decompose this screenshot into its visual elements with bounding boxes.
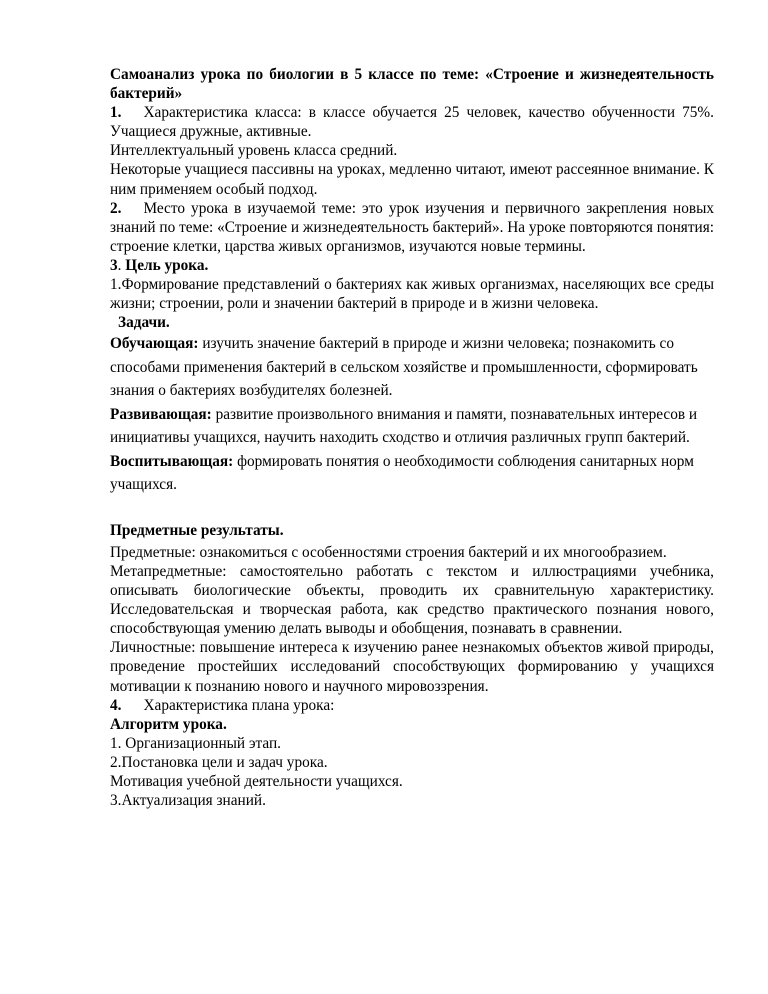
task-text: развитие произвольного внимания и памяти, познавательных интересов и инициативы учащихся, научить находить сходство и отличия различных групп бактерий. xyxy=(110,405,698,447)
algorithm-step: 1. Организационный этап. xyxy=(110,734,281,752)
document-page xyxy=(110,65,714,810)
task-label: Воспитывающая: xyxy=(110,452,234,470)
section-lesson-place xyxy=(110,199,714,256)
document-title: Самоанализ урока по биологии в 5 классе по теме: «Строение и жизнедеятельность бактерий» xyxy=(110,66,714,103)
paragraph-intellect: Интеллектуальный уровень класса средний. xyxy=(110,142,398,160)
section-text: Характеристика класса: в классе обучается 25 человек, качество обученности 75%. Учащиеся дружные, активные. xyxy=(110,104,714,141)
section-number: 4. xyxy=(110,696,122,714)
task-educational xyxy=(110,450,714,497)
results-subject: Предметные: ознакомиться с особенностями строения бактерий и их многообразием. xyxy=(110,543,667,561)
paragraph-passive: Некоторые учащиеся пассивны на уроках, медленно читают, имеют рассеянное внимание. К ним применяем особый подход. xyxy=(110,161,714,198)
section-dot: . xyxy=(117,256,122,274)
section-number: 3 xyxy=(110,256,118,274)
algorithm-step: 2.Постановка цели и задач урока. xyxy=(110,753,328,771)
section-heading: Цель урока. xyxy=(121,256,209,274)
task-text: изучить значение бактерий в природе и жизни человека; познакомить со способами применения бактерий в сельском хозяйстве и промышленности, сформировать знания о бактериях возбудителях болезней. xyxy=(110,335,698,400)
results-meta: Метапредметные: самостоятельно работать с текстом и иллюстрациями учебника, описывать биологические объекты, проводить их сравнительную характеристику. Исследовательская и творческая работа, как средство практического познания нового, способствующая умению делать выводы и обобщения, познавать в сравнении. xyxy=(110,563,714,638)
task-teaching xyxy=(110,332,714,403)
task-label: Развивающая: xyxy=(110,405,212,423)
section-number: 2. xyxy=(110,199,122,217)
task-label: Обучающая: xyxy=(110,335,199,353)
section-number: 1. xyxy=(110,104,122,122)
task-developing xyxy=(110,403,714,450)
results-heading: Предметные результаты. xyxy=(110,521,284,539)
section-plan xyxy=(110,696,714,715)
goal-text: 1.Формирование представлений о бактериях как живых организмах, населяющих все среды жизни; строении, роли и значении бактерий в природе и в жизни человека. xyxy=(110,276,714,313)
section-text: Характеристика плана урока: xyxy=(143,696,335,714)
algorithm-heading: Алгоритм урока. xyxy=(110,715,227,733)
task-text: формировать понятия о необходимости соблюдения санитарных норм учащихся. xyxy=(110,452,694,494)
tasks-heading: Задачи. xyxy=(118,314,170,332)
algorithm-step: 3.Актуализация знаний. xyxy=(110,792,266,810)
section-goal-heading xyxy=(110,256,714,275)
results-personal: Личностные: повышение интереса к изучению ранее незнакомых объектов живой природы, проведение простейших исследований способствующих формированию у учащихся мотивации к познанию нового и научного мировоззрения. xyxy=(110,639,714,695)
section-class-characteristics xyxy=(110,103,714,141)
section-text: Место урока в изучаемой теме: это урок изучения и первичного закрепления новых знаний по теме: «Строение и жизнедеятельность бактерий». На уроке повторяются понятия: строение клетки, царства живых организмов, изучаются новые термины. xyxy=(110,199,714,255)
algorithm-step: Мотивация учебной деятельности учащихся. xyxy=(110,773,403,791)
